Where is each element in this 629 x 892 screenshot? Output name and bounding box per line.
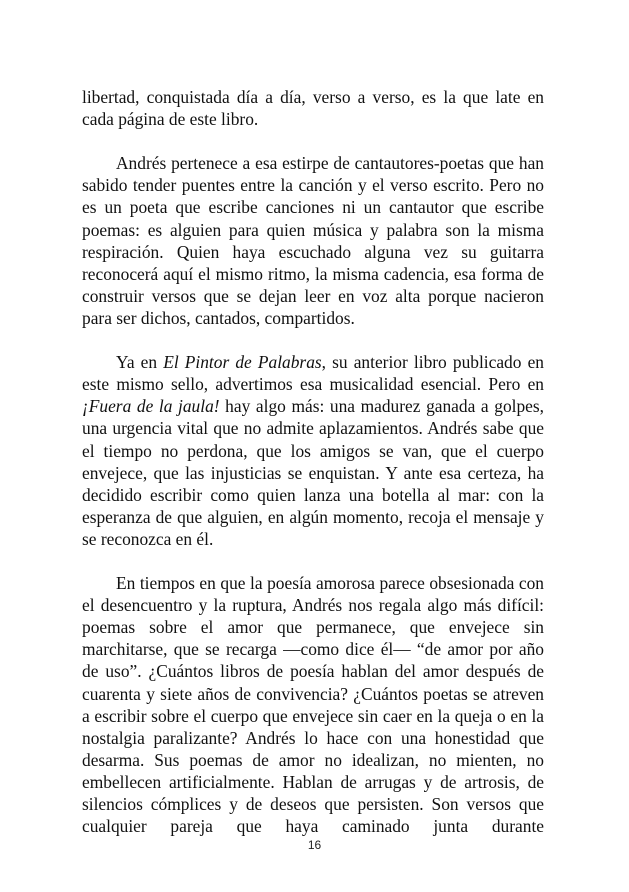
text-segment: En tiempos en que la poesía amorosa parece obsesionada con el desencuentro y la ruptura, Andrés nos regala algo más difícil: poemas sobre el amor que permanece, que envejece sin marchitarse, que se recarga —como dice él— “de amor por año de uso”. ¿Cuántos libros de poesía hablan del amor después de cuarenta y siete años de convivencia? ¿Cuántos poetas se atreven a escribir sobre el cuerpo que envejece sin caer en la queja o en la nostalgia paralizante? Andrés lo hace con una honestidad que desarma. Sus poemas de amor no idealizan, no mienten, no embellecen artificialmente. Hablan de arrugas y de artrosis, de silencios cómplices y de deseos que persisten. Son versos que cualquier pareja que haya caminado junta durante	[82, 573, 544, 837]
paragraph-pintor-de-palabras	[82, 351, 544, 550]
text-segment: libertad, conquistada día a día, verso a verso, es la que late en cada página de este libro.	[82, 87, 544, 130]
paragraph-cantautores	[82, 152, 544, 329]
page-number: 16	[307, 838, 322, 852]
italic-title: El Pintor de Palabras	[163, 352, 322, 373]
paragraph-poesia-amorosa	[82, 572, 544, 837]
text-segment: hay algo más: una madurez ganada a golpes, una urgencia vital que no admite aplazamientos. Andrés sabe que el tiempo no perdona, que los amigos se van, que el cuerpo envejece, que las injusticias se enquistan. Y ante esa certeza, ha decidido escribir como quien lanza una botella al mar: con la esperanza de que alguien, en algún momento, recoja el mensaje y se reconozca en él.	[82, 396, 544, 549]
paragraph-continuation	[82, 86, 544, 130]
italic-title: ¡Fuera de la jaula!	[82, 396, 220, 417]
text-segment: Andrés pertenece a esa estirpe de cantautores-poetas que han sabido tender puentes entre la canción y el verso escrito. Pero no es un poeta que escribe canciones ni un cantautor que escribe poemas: es alguien para quien música y palabra son la misma respiración. Quien haya escuchado alguna vez su guitarra reconocerá aquí el mismo ritmo, la misma cadencia, esa forma de construir versos que se dejan leer en voz alta porque nacieron para ser dichos, cantados, compartidos.	[82, 153, 544, 328]
body-text	[82, 86, 544, 837]
text-segment: Ya en	[116, 352, 164, 373]
text-segment: , su anterior libro publicado en este mismo sello, advertimos esa musicalidad esencial. Pero en	[82, 352, 544, 395]
